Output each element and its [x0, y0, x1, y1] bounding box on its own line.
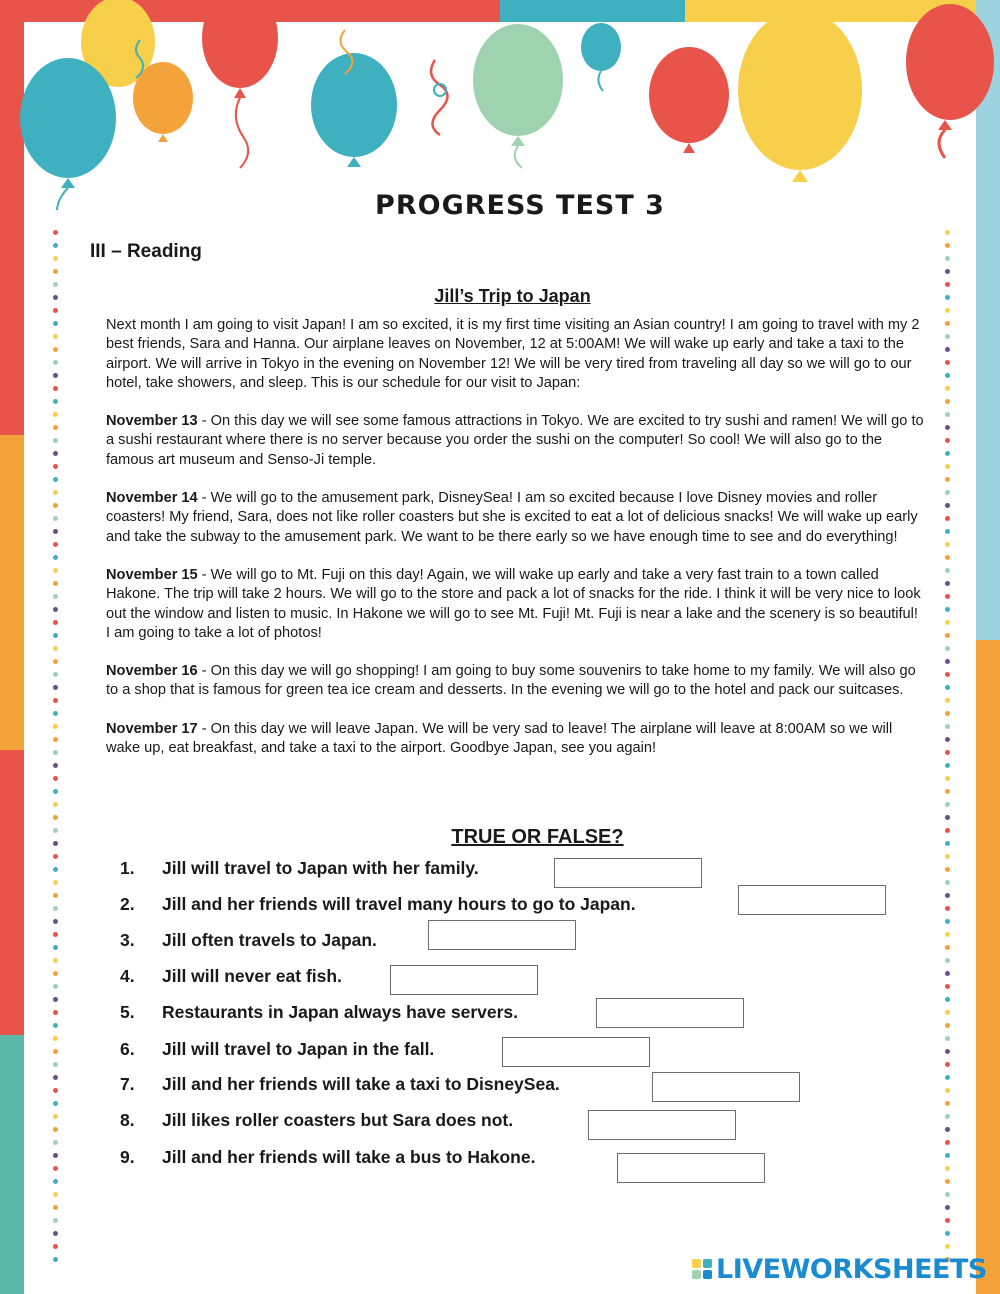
border-dot: [53, 542, 58, 547]
balloon-yellow-right: [738, 10, 862, 182]
border-dot: [53, 789, 58, 794]
border-dot: [945, 1166, 950, 1171]
border-dot: [945, 256, 950, 261]
story-day-16: [106, 662, 926, 701]
question-text: Jill likes roller coasters but Sara does not.: [162, 1110, 514, 1130]
border-dot: [53, 464, 58, 469]
day-text: - We will go to the amusement park, DisneySea! I am so excited because I love Disney movies and roller coasters! My friend, Sara, does not like roller coasters but she is excited to eat a lot of delicious snacks! We will wake up early and take the subway to the amusement park. We want to be there early so we have enough time to see and do everything!: [106, 490, 918, 545]
border-dot: [53, 854, 58, 859]
question-6: [120, 1039, 434, 1060]
border-dot: [945, 815, 950, 820]
border-dot: [53, 698, 58, 703]
border-dot: [945, 867, 950, 872]
story-day-17: [106, 720, 926, 759]
border-dot: [53, 1088, 58, 1093]
border-dot: [945, 984, 950, 989]
liveworksheets-logo-mark-icon: [692, 1259, 712, 1279]
balloon-red-top: [202, 0, 278, 168]
border-dot: [53, 984, 58, 989]
border-dot: [945, 581, 950, 586]
border-dot: [53, 256, 58, 261]
border-dot: [53, 750, 58, 755]
story-day-14: [106, 489, 926, 547]
border-dot: [945, 269, 950, 274]
border-dot: [945, 360, 950, 365]
border-dot: [945, 373, 950, 378]
border-dot: [53, 230, 58, 235]
question-3: [120, 930, 377, 951]
border-dot: [945, 1010, 950, 1015]
border-dot: [53, 308, 58, 313]
answer-input-9[interactable]: [617, 1153, 765, 1183]
border-dot: [53, 399, 58, 404]
answer-input-3[interactable]: [428, 920, 576, 950]
frame-top-red: [0, 0, 500, 22]
border-dot: [945, 1218, 950, 1223]
section-heading: III – Reading: [90, 241, 202, 262]
border-dot: [53, 1244, 58, 1249]
border-dot: [945, 464, 950, 469]
answer-input-1[interactable]: [554, 858, 702, 888]
balloon-red-right: [649, 47, 729, 153]
frame-top-teal: [500, 0, 685, 22]
border-dot: [945, 451, 950, 456]
question-number: 5.: [120, 1002, 135, 1022]
border-dot: [53, 724, 58, 729]
day-date: November 14: [106, 490, 198, 507]
border-dot: [53, 1062, 58, 1067]
story-day-13: [106, 412, 926, 470]
border-dot: [945, 516, 950, 521]
border-dot: [945, 308, 950, 313]
border-dot: [53, 646, 58, 651]
border-dot: [945, 1244, 950, 1249]
border-dot: [53, 269, 58, 274]
border-dot: [945, 1023, 950, 1028]
border-dot: [53, 386, 58, 391]
border-dot: [53, 776, 58, 781]
border-dot: [53, 1153, 58, 1158]
border-dot: [945, 906, 950, 911]
border-dot: [945, 919, 950, 924]
question-text: Jill will travel to Japan in the fall.: [162, 1039, 435, 1059]
border-dot: [53, 685, 58, 690]
question-number: 4.: [120, 966, 135, 986]
border-dot: [945, 854, 950, 859]
frame-left-green: [0, 1035, 24, 1294]
border-dot: [53, 1192, 58, 1197]
reading-passage: [106, 316, 926, 777]
border-dot: [945, 620, 950, 625]
border-dot: [53, 1218, 58, 1223]
day-text: - On this day we will leave Japan. We will be very sad to leave! The airplane will leave at 8:00AM so we will wake up, eat breakfast, and take a taxi to the airport. Goodbye Japan, see you again!: [106, 720, 893, 757]
border-dot: [945, 672, 950, 677]
answer-input-7[interactable]: [652, 1072, 800, 1102]
border-dot: [945, 685, 950, 690]
story-title: Jill’s Trip to Japan: [434, 286, 591, 306]
border-dot: [945, 1101, 950, 1106]
quiz-title: TRUE OR FALSE?: [451, 826, 624, 848]
border-dot: [945, 1140, 950, 1145]
border-dot: [53, 1036, 58, 1041]
question-7: [120, 1074, 560, 1095]
border-dot: [945, 334, 950, 339]
day-date: November 16: [106, 663, 198, 680]
question-4: [120, 966, 342, 987]
question-text: Jill will travel to Japan with her family.: [162, 858, 479, 878]
border-dot: [53, 490, 58, 495]
question-1: [120, 858, 479, 879]
balloon-teal-left: [20, 58, 116, 210]
story-day-15: [106, 566, 926, 643]
frame-top-border: [0, 0, 1000, 22]
border-dot: [945, 1231, 950, 1236]
balloon-green-center: [473, 24, 563, 168]
border-dot: [945, 1179, 950, 1184]
border-dot: [53, 594, 58, 599]
border-dot: [53, 737, 58, 742]
frame-right-orange: [976, 640, 1000, 1294]
border-dot: [945, 1062, 950, 1067]
border-dot: [945, 1153, 950, 1158]
answer-input-2[interactable]: [738, 885, 886, 915]
border-dot: [945, 230, 950, 235]
border-dot: [945, 1127, 950, 1132]
day-date: November 17: [106, 720, 198, 737]
border-dot: [53, 711, 58, 716]
border-dot: [53, 1257, 58, 1262]
border-dot: [945, 1205, 950, 1210]
border-dot: [53, 1127, 58, 1132]
border-dot: [945, 386, 950, 391]
border-dot: [945, 945, 950, 950]
question-text: Jill and her friends will take a bus to Hakone.: [162, 1147, 536, 1167]
border-dot: [53, 516, 58, 521]
question-2: [120, 894, 636, 915]
frame-left-red-2: [0, 750, 24, 1035]
border-dot: [945, 321, 950, 326]
day-text: - On this day we will go shopping! I am going to buy some souvenirs to take home to my family. We will also go to a shop that is famous for green tea ice cream and desserts. In the evening we will go to the hotel and pack our suitcases.: [106, 663, 916, 699]
border-dot: [53, 1179, 58, 1184]
border-dot: [53, 945, 58, 950]
border-dot: [53, 659, 58, 664]
border-dot: [53, 867, 58, 872]
border-dot: [945, 880, 950, 885]
border-dot: [945, 594, 950, 599]
day-text: - On this day we will see some famous attractions in Tokyo. We are excited to try sushi and ramen! We will go to a sushi restaurant where there is no server because you order the sushi on the computer! So cool! We will also go to the famous art museum and Senso-Ji temple.: [106, 413, 924, 468]
page-title: PROGRESS TEST 3: [375, 190, 665, 221]
border-dot: [53, 958, 58, 963]
border-dot: [53, 451, 58, 456]
border-dot: [945, 490, 950, 495]
border-dot: [53, 906, 58, 911]
border-dot: [53, 321, 58, 326]
border-dot: [53, 347, 58, 352]
border-dot: [945, 1114, 950, 1119]
border-dot: [53, 425, 58, 430]
question-8: [120, 1110, 513, 1131]
border-dot: [53, 581, 58, 586]
border-dot: [53, 633, 58, 638]
border-dot: [945, 1088, 950, 1093]
question-number: 1.: [120, 858, 135, 878]
border-dot: [945, 425, 950, 430]
border-dot: [945, 347, 950, 352]
day-date: November 13: [106, 413, 198, 430]
dotted-border-left: [53, 230, 61, 1280]
question-number: 6.: [120, 1039, 135, 1059]
border-dot: [945, 711, 950, 716]
border-dot: [945, 399, 950, 404]
question-5: [120, 1002, 518, 1023]
border-dot: [53, 880, 58, 885]
question-number: 3.: [120, 930, 135, 950]
border-dot: [53, 672, 58, 677]
border-dot: [945, 789, 950, 794]
border-dot: [53, 815, 58, 820]
border-dot: [945, 646, 950, 651]
border-dot: [53, 919, 58, 924]
question-number: 9.: [120, 1147, 135, 1167]
liveworksheets-logo[interactable]: [692, 1254, 987, 1284]
border-dot: [53, 529, 58, 534]
question-text: Jill and her friends will travel many hours to go to Japan.: [162, 894, 636, 914]
day-text: - We will go to Mt. Fuji on this day! Again, we will wake up early and take a very fast train to a town called Hakone. The trip will take 2 hours. We will go to the store and pack a lot of snacks for the ride. I think it will be very nice to look out the window and listen to music. In Hakone we will go to see Mt. Fuji! Mt. Fuji is near a lake and the scenery is so beautiful! I am going to take a lot of photos!: [106, 566, 921, 641]
border-dot: [53, 438, 58, 443]
border-dot: [945, 412, 950, 417]
balloon-string-squiggle: [431, 60, 448, 135]
question-number: 8.: [120, 1110, 135, 1130]
border-dot: [53, 1114, 58, 1119]
border-dot: [945, 1075, 950, 1080]
border-dot: [53, 477, 58, 482]
question-text: Jill and her friends will take a taxi to DisneySea.: [162, 1074, 560, 1094]
border-dot: [53, 1075, 58, 1080]
border-dot: [53, 1205, 58, 1210]
border-dot: [53, 243, 58, 248]
border-dot: [53, 334, 58, 339]
border-dot: [53, 971, 58, 976]
border-dot: [53, 1140, 58, 1145]
border-dot: [53, 607, 58, 612]
border-dot: [53, 1049, 58, 1054]
border-dot: [53, 568, 58, 573]
border-dot: [945, 750, 950, 755]
border-dot: [945, 633, 950, 638]
border-dot: [945, 802, 950, 807]
question-number: 7.: [120, 1074, 135, 1094]
border-dot: [945, 1192, 950, 1197]
dotted-border-right: [945, 230, 953, 1280]
border-dot: [945, 958, 950, 963]
border-dot: [53, 373, 58, 378]
border-dot: [945, 477, 950, 482]
logo-text: LIVEWORKSHEETS: [716, 1253, 987, 1285]
border-dot: [53, 1101, 58, 1106]
border-dot: [945, 932, 950, 937]
border-dot: [53, 1231, 58, 1236]
border-dot: [945, 737, 950, 742]
balloon-orange-small: [133, 40, 193, 142]
balloon-teal-center: [311, 30, 397, 167]
border-dot: [53, 1166, 58, 1171]
border-dot: [53, 802, 58, 807]
border-dot: [945, 607, 950, 612]
border-dot: [53, 932, 58, 937]
border-dot: [945, 1036, 950, 1041]
border-dot: [53, 997, 58, 1002]
answer-input-6[interactable]: [502, 1037, 650, 1067]
border-dot: [945, 503, 950, 508]
border-dot: [53, 763, 58, 768]
border-dot: [53, 620, 58, 625]
question-text: Jill will never eat fish.: [162, 966, 342, 986]
border-dot: [945, 568, 950, 573]
border-dot: [945, 971, 950, 976]
border-dot: [53, 555, 58, 560]
border-dot: [53, 360, 58, 365]
frame-top-yellow: [685, 0, 1000, 22]
border-dot: [945, 724, 950, 729]
border-dot: [53, 1010, 58, 1015]
border-dot: [53, 412, 58, 417]
border-dot: [945, 555, 950, 560]
question-text: Jill often travels to Japan.: [162, 930, 377, 950]
border-dot: [945, 763, 950, 768]
border-dot: [945, 698, 950, 703]
border-dot: [53, 893, 58, 898]
frame-left-orange: [0, 435, 24, 750]
border-dot: [945, 243, 950, 248]
border-dot: [945, 542, 950, 547]
answer-input-5[interactable]: [596, 998, 744, 1028]
balloon-teal-small: [581, 23, 621, 91]
border-dot: [945, 997, 950, 1002]
border-dot: [945, 438, 950, 443]
story-intro: Next month I am going to visit Japan! I am so excited, it is my first time visiting an Asian country! I am going to travel with my 2 best friends, Sara and Hanna. Our airplane leaves on November, 12 at 5:00AM! We will wake up early and take a taxi to the airport. We will arrive in Tokyo in the evening on November 12! We will be very tired from traveling all day so we will go to our hotel, take showers, and sleep. This is our schedule for our visit to Japan:: [106, 317, 920, 391]
question-9: [120, 1147, 535, 1168]
balloons-decoration: [0, 0, 1000, 210]
border-dot: [945, 659, 950, 664]
border-dot: [945, 776, 950, 781]
answer-input-4[interactable]: [390, 965, 538, 995]
question-text: Restaurants in Japan always have servers.: [162, 1002, 519, 1022]
border-dot: [945, 893, 950, 898]
border-dot: [945, 529, 950, 534]
answer-input-8[interactable]: [588, 1110, 736, 1140]
question-number: 2.: [120, 894, 135, 914]
border-dot: [53, 1023, 58, 1028]
border-dot: [53, 503, 58, 508]
day-date: November 15: [106, 566, 198, 583]
frame-right-teal: [976, 0, 1000, 640]
border-dot: [945, 1049, 950, 1054]
